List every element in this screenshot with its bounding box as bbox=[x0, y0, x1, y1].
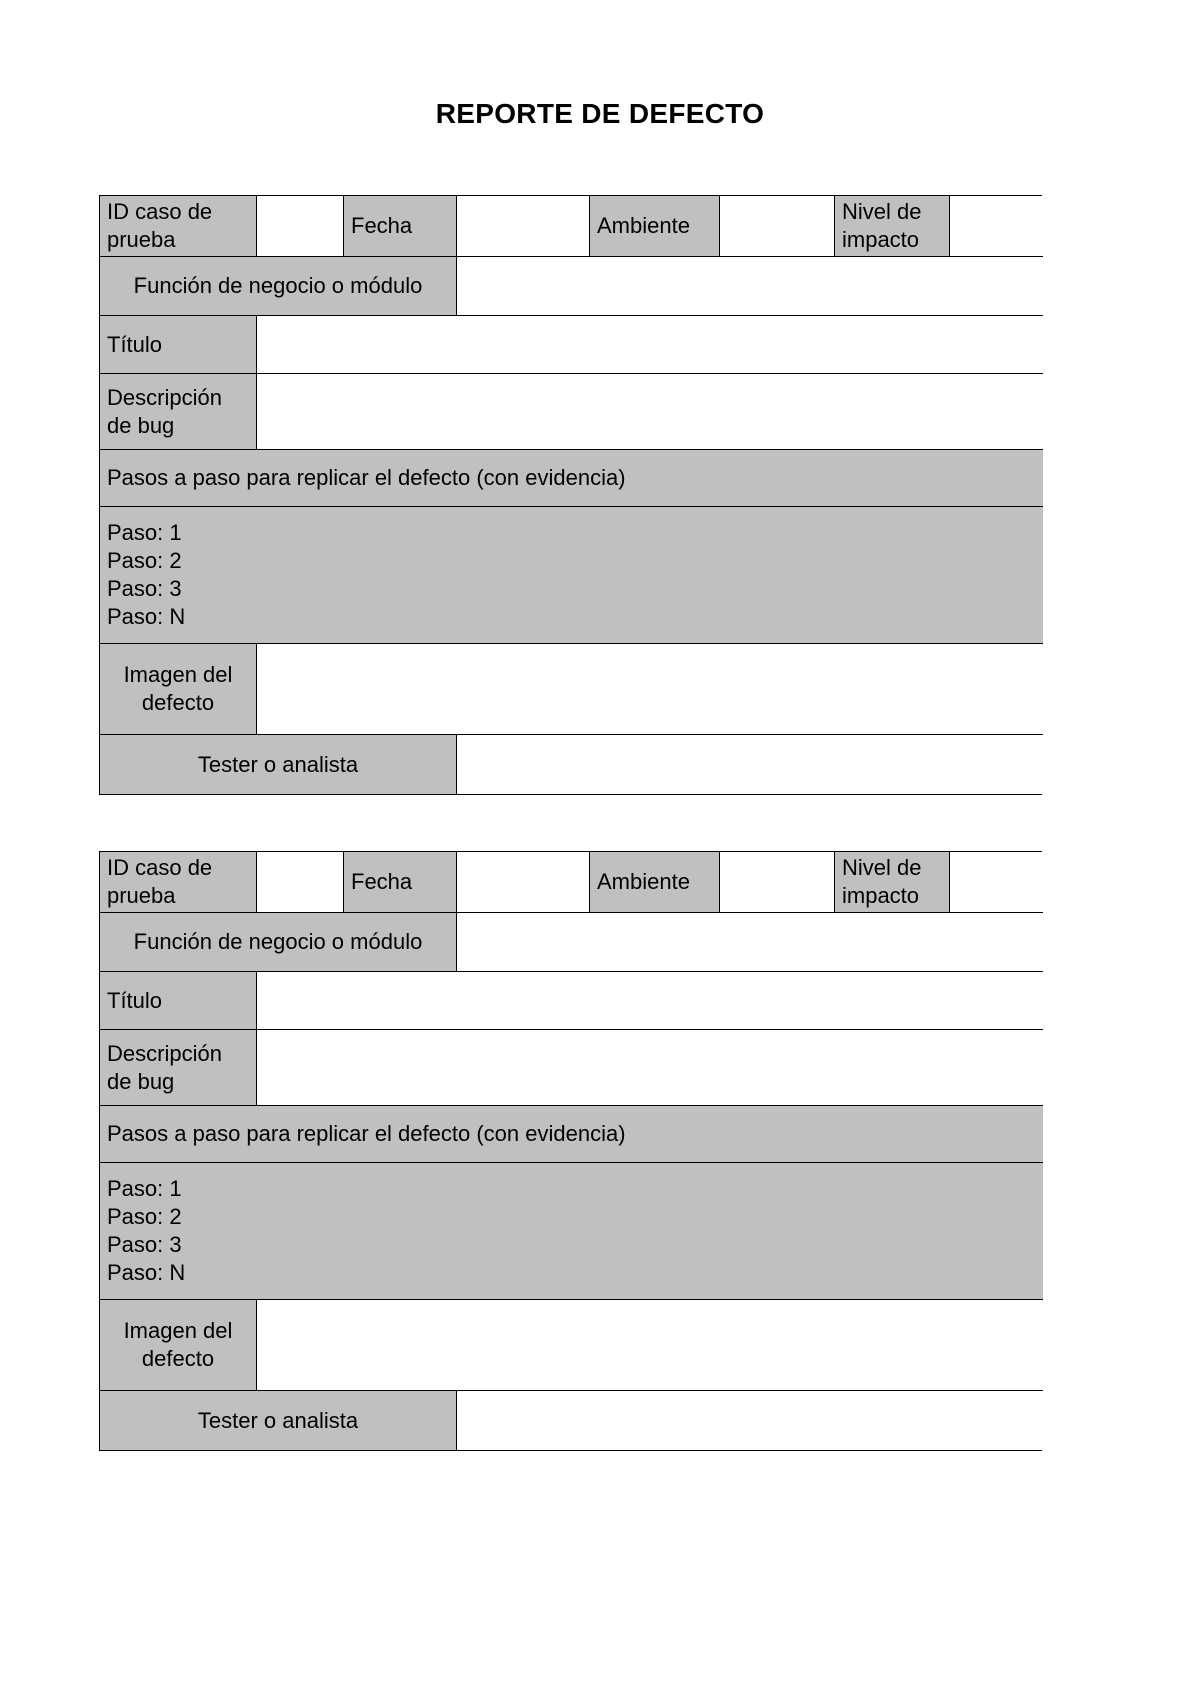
bug-description-label: Descripción de bug bbox=[100, 374, 257, 450]
date-field[interactable] bbox=[457, 196, 590, 257]
defect-report-form-2 bbox=[99, 851, 1042, 1451]
business-module-label: Función de negocio o módulo bbox=[100, 913, 457, 972]
test-case-id-field[interactable] bbox=[257, 196, 344, 257]
steps-header: Pasos a paso para replicar el defecto (con evidencia) bbox=[100, 1106, 1043, 1163]
test-case-id-field[interactable] bbox=[257, 852, 344, 913]
environment-field[interactable] bbox=[720, 852, 835, 913]
tester-field[interactable] bbox=[457, 1391, 1043, 1450]
impact-level-field[interactable] bbox=[950, 852, 1043, 913]
impact-level-label: Nivel de impacto bbox=[835, 196, 950, 257]
environment-label: Ambiente bbox=[590, 196, 720, 257]
defect-image-field[interactable] bbox=[257, 1300, 1043, 1391]
tester-label: Tester o analista bbox=[100, 1391, 457, 1450]
step-item: Paso: 3 bbox=[107, 576, 182, 601]
step-item: Paso: 2 bbox=[107, 548, 182, 573]
bug-description-field[interactable] bbox=[257, 374, 1043, 450]
title-label: Título bbox=[100, 316, 257, 374]
title-field[interactable] bbox=[257, 316, 1043, 374]
environment-field[interactable] bbox=[720, 196, 835, 257]
impact-level-label: Nivel de impacto bbox=[835, 852, 950, 913]
date-field[interactable] bbox=[457, 852, 590, 913]
date-label: Fecha bbox=[344, 852, 457, 913]
date-label: Fecha bbox=[344, 196, 457, 257]
business-module-label: Función de negocio o módulo bbox=[100, 257, 457, 316]
title-field[interactable] bbox=[257, 972, 1043, 1030]
title-label: Título bbox=[100, 972, 257, 1030]
tester-field[interactable] bbox=[457, 735, 1043, 794]
steps-list[interactable] bbox=[100, 1163, 1043, 1300]
defect-image-label: Imagen del defecto bbox=[100, 644, 257, 735]
step-item: Paso: N bbox=[107, 604, 186, 629]
bug-description-field[interactable] bbox=[257, 1030, 1043, 1106]
step-item: Paso: 2 bbox=[107, 1204, 182, 1229]
test-case-id-label: ID caso de prueba bbox=[100, 852, 257, 913]
step-item: Paso: N bbox=[107, 1260, 186, 1285]
tester-label: Tester o analista bbox=[100, 735, 457, 794]
page-title: REPORTE DE DEFECTO bbox=[435, 98, 765, 129]
test-case-id-label: ID caso de prueba bbox=[100, 196, 257, 257]
step-item: Paso: 1 bbox=[107, 520, 182, 545]
impact-level-field[interactable] bbox=[950, 196, 1043, 257]
step-item: Paso: 3 bbox=[107, 1232, 182, 1257]
defect-report-form-1 bbox=[99, 195, 1042, 795]
business-module-field[interactable] bbox=[457, 257, 1043, 316]
business-module-field[interactable] bbox=[457, 913, 1043, 972]
defect-image-label: Imagen del defecto bbox=[100, 1300, 257, 1391]
steps-header: Pasos a paso para replicar el defecto (con evidencia) bbox=[100, 450, 1043, 507]
defect-image-field[interactable] bbox=[257, 644, 1043, 735]
steps-list[interactable] bbox=[100, 507, 1043, 644]
environment-label: Ambiente bbox=[590, 852, 720, 913]
step-item: Paso: 1 bbox=[107, 1176, 182, 1201]
bug-description-label: Descripción de bug bbox=[100, 1030, 257, 1106]
